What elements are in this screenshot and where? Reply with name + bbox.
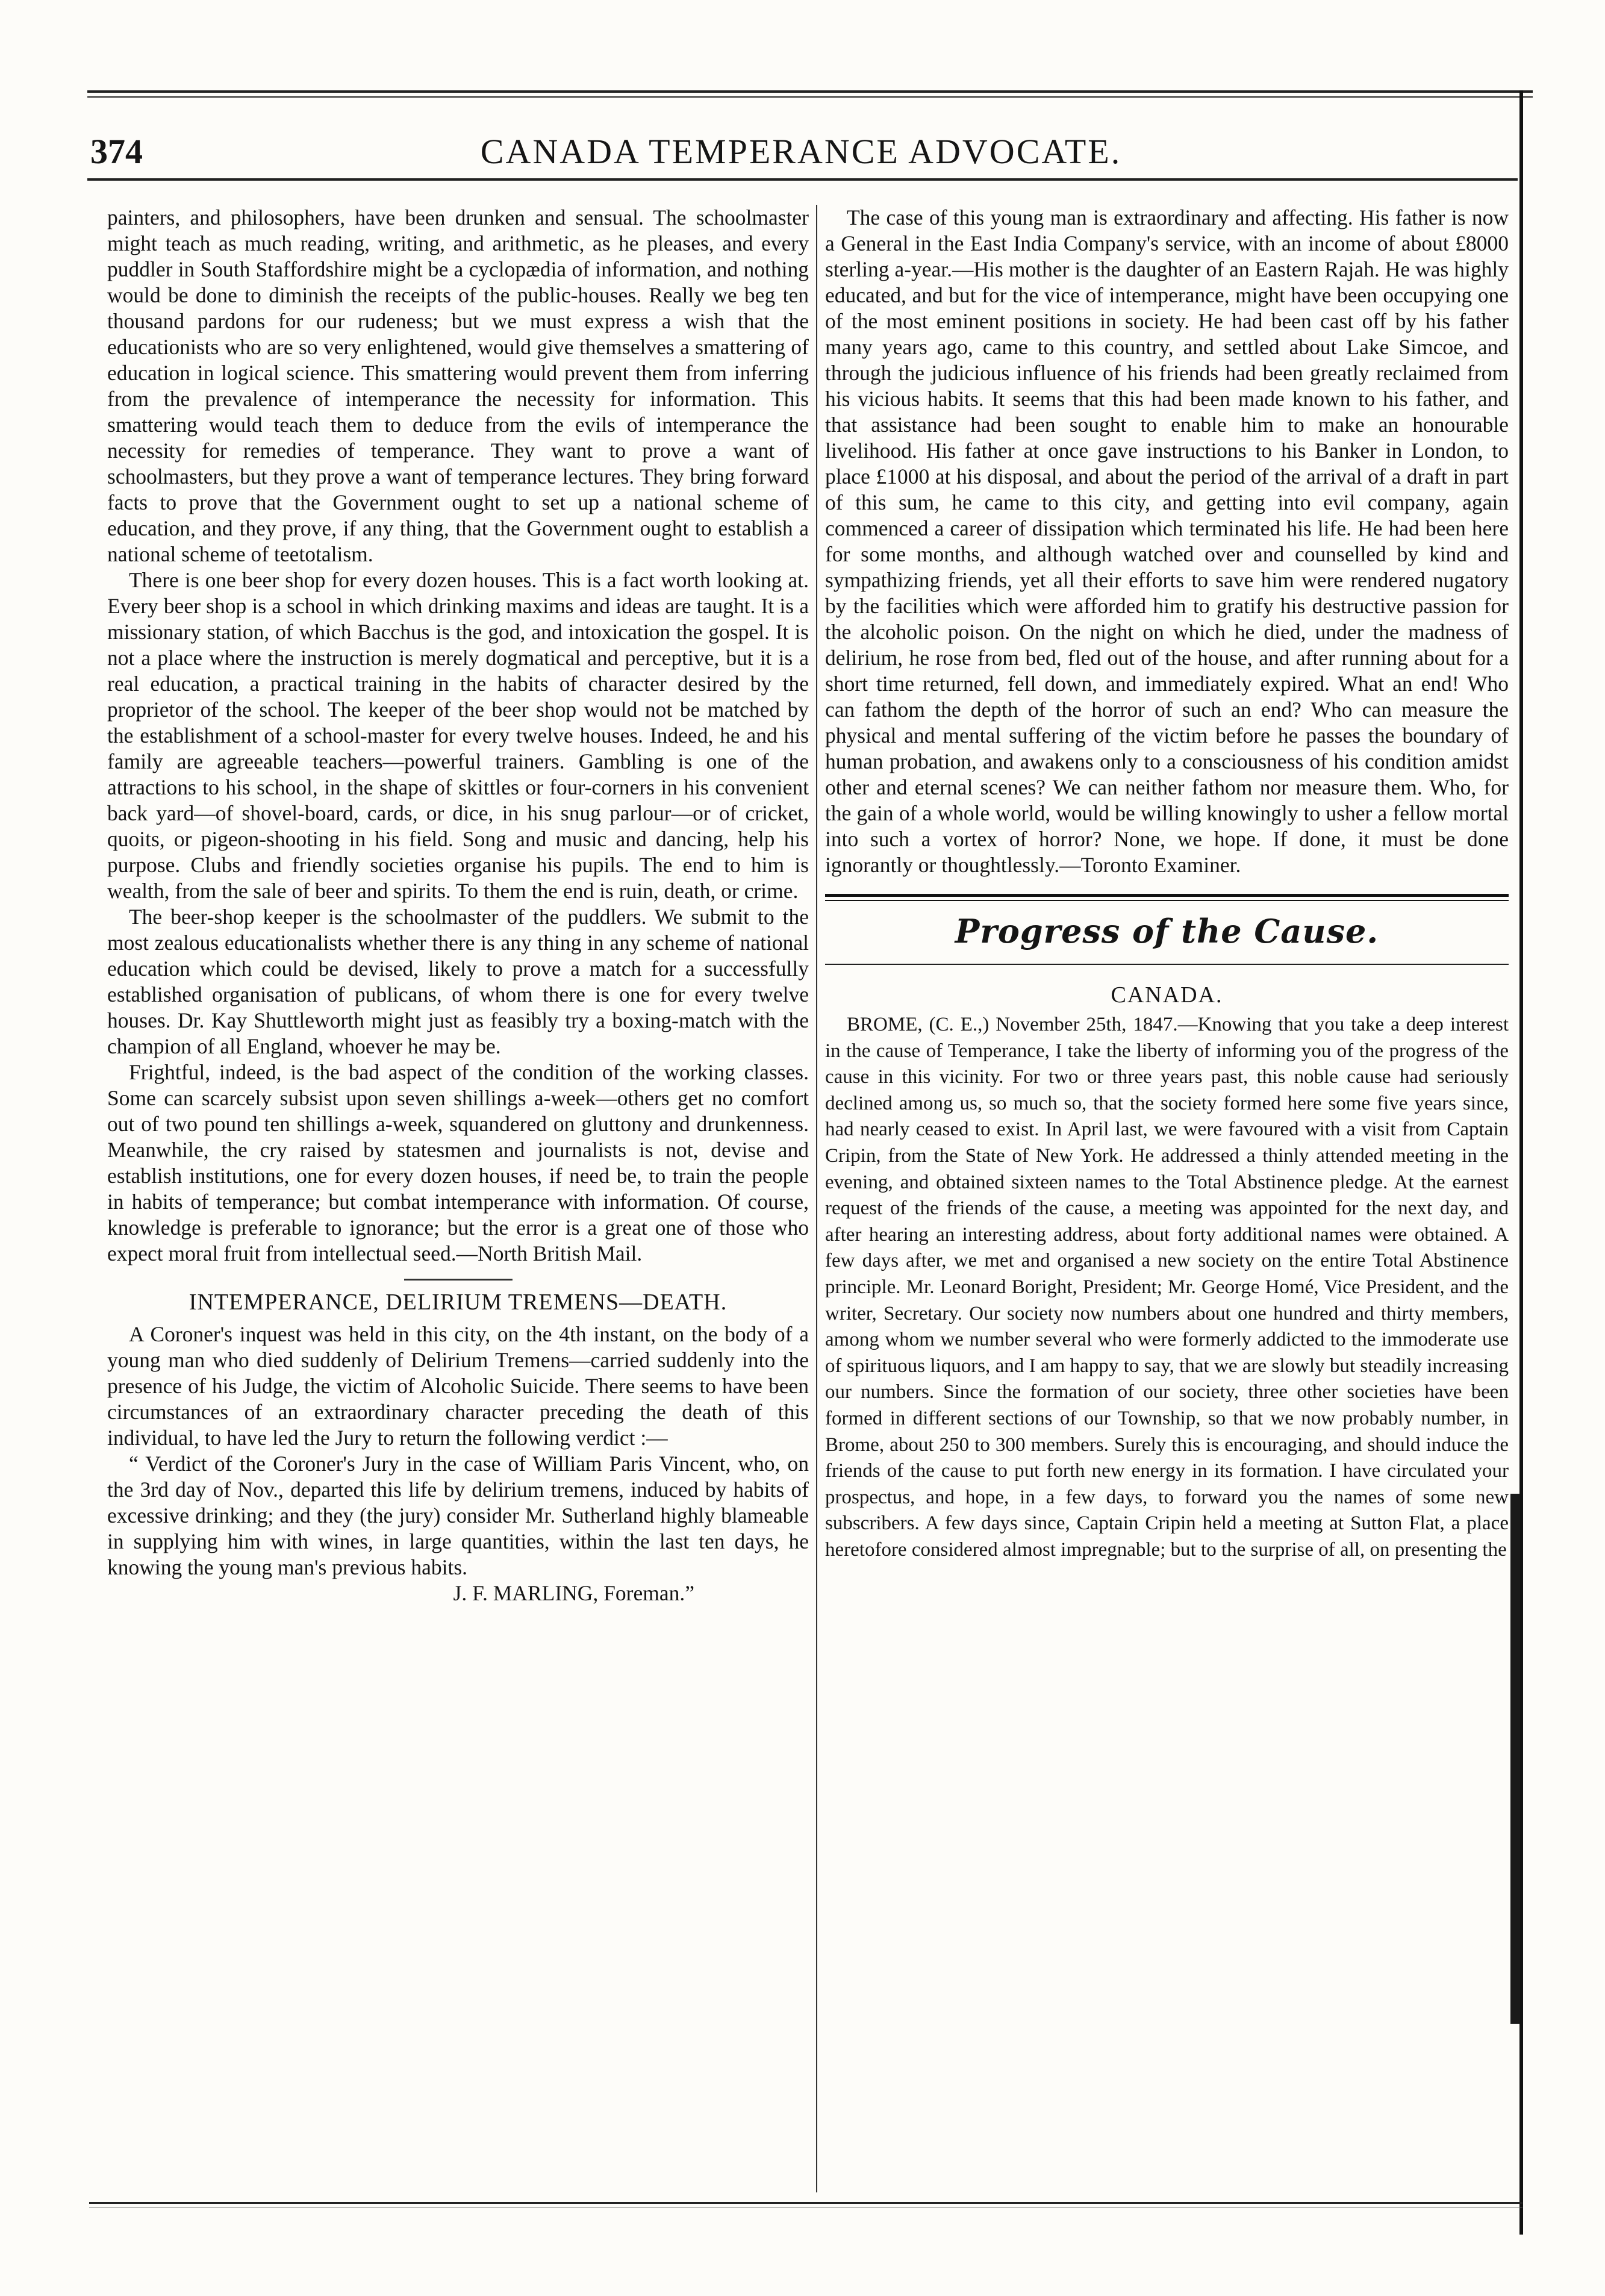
article-paragraph: painters, and philosophers, have been drunken and sensual. The schoolmaster might teach as much reading, writing, and arithmetic, as he pleases, and every puddler in South Staffordshire might be a cyclopædia of information, and nothing would be done to diminish the receipts of the public-houses. Really we beg ten thousand pardons for our rudeness; but we must express a wish that the educationists who are so very enlightened, would give themselves a smattering of education in logical science. This smattering would prevent them from inferring from the prevalence of intemperance the necessity for information. This smattering would teach them to deduce from the evils of intemperance the necessity for remedies of temperance. They want to prove a want of schoolmasters, but they prove a want of temperance lectures. They bring forward facts to prove that the Government ought to set up a national scheme of education, and they prove, if any thing, that the Government ought to establish a national scheme of teetotalism. bbox=[107, 205, 809, 566]
article-paragraph: A Coroner's inquest was held in this city, on the 4th instant, on the body of a young man who died suddenly of Delirium Tremens—carried suddenly into the presence of his Judge, the victim of Alcoholic Suicide. There seems to have been circumstances of an extraordinary character preceding the death of this individual, to have led the Jury to return the following verdict :— bbox=[107, 1322, 809, 1450]
page-number: 374 bbox=[90, 132, 143, 171]
section-double-rule bbox=[825, 894, 1509, 901]
left-column bbox=[107, 205, 809, 2192]
page-header bbox=[90, 131, 1512, 179]
right-edge-shadow bbox=[1510, 1494, 1520, 2024]
region-heading: CANADA. bbox=[1111, 982, 1223, 1008]
letter-text: BROME, (C. E.,) November 25th, 1847.—Knowing that you take a deep interest in the cause of Temperance, I take the liberty of informing you of the progress of the cause in this vicinity. For two or three years past, this noble cause had seriously declined among us, so much so, that the society formed here some five years since, had nearly ceased to exist. In April last, we were favoured with a visit from Captain Cripin, from the State of New York. He addressed a thinly attended meeting in the evening, and obtained sixteen names to the Total Abstinence pledge. At the earnest request of the friends of the cause, a meeting was appointed for the next day, and after hearing an interesting address, about forty additional names were obtained. A few days after, we met and organised a new society on the entire Total Abstinence principle. Mr. Leonard Boright, President; Mr. George Homé, Vice President, and the writer, Secretary. Our society now numbers about one hundred and thirty members, among whom we number several who were formerly addicted to the immoderate use of spirituous liquors, and I am happy to say, that we are slowly but steadily increasing our numbers. Since the formation of our society, three other societies have been formed in different sections of our Township, so that we now probably number, in Brome, about 250 to 300 members. Surely this is encouraging, and should induce the friends of the cause to put forth new energy in its formation. I have circulated your prospectus, and hope, in a few days, to forward you the names of some new subscribers. A few days since, Captain Cripin held a meeting at Sutton Flat, a place heretofore considered almost impregnable; but to the surprise of all, on presenting the bbox=[825, 1014, 1509, 1561]
top-border-rule-thin bbox=[87, 96, 1533, 98]
bottom-rule bbox=[89, 2202, 1522, 2204]
article-paragraph: The beer-shop keeper is the schoolmaster of the puddlers. We submit to the most zealous educationalists whether there is any thing in any scheme of national education which could be devised, likely to prove a match for a successfully established organisation of publicans, of whom there is one for every twelve houses. Dr. Kay Shuttleworth might just as feasibly try a boxing-match with the champion of all England, whoever he may be. bbox=[107, 905, 809, 1058]
header-rule bbox=[87, 178, 1518, 181]
running-title: CANADA TEMPERANCE ADVOCATE. bbox=[480, 132, 1122, 171]
top-border-rule bbox=[87, 90, 1533, 93]
article-title: INTEMPERANCE, DELIRIUM TREMENS—DEATH. bbox=[189, 1290, 728, 1315]
article-paragraph: Frightful, indeed, is the bad aspect of the condition of the working classes. Some can scarcely subsist upon seven shillings a-week—others get no comfort out of two pound ten shillings a-week, squandered on gluttony and drunkenness. Meanwhile, the cry raised by statesmen and journalists is not, devise and establish institutions, one for every dozen houses, if need be, to train the people in habits of temperance; but combat intemperance with information. Of course, knowledge is preferable to ignorance; but the error is a great one of those who expect moral fruit from intellectual seed.—North British Mail. bbox=[107, 1060, 809, 1265]
article-paragraph: There is one beer shop for every dozen houses. This is a fact worth looking at. Every beer shop is a school in which drinking maxims and ideas are taught. It is a missionary station, of which Bacchus is the god, and intoxication the gospel. It is not a place where the instruction is merely dogmatical and perceptive, but it is a real education, a practical training in the habits of character desired by the proprietor of the school. The keeper of the beer shop would not be matched by the establishment of a school-master for every twelve houses. Indeed, he and his family are agreeable teachers—powerful trainers. Gambling is one of the attractions to his school, in the shape of skittles or four-corners in his convenient back yard—of shovel-board, cards, or dice, in his snug parlour—or of cricket, quoits, or pigeon-shooting in his field. Song and music and dancing, help his purpose. Clubs and friendly societies organise his pupils. The end to him is wealth, from the sale of beer and spirits. To them the end is ruin, death, or crime. bbox=[107, 568, 809, 903]
section-heading: Progress of the Cause. bbox=[955, 912, 1379, 950]
verdict-quote: “ Verdict of the Coroner's Jury in the case of William Paris Vincent, who, on the 3rd day of Nov., departed this life by delirium tremens, induced by habits of excessive drinking; and they (the jury) consider Mr. Sutherland highly blameable in supplying him with wines, in large quantities, within the last ten days, he knowing the young man's previous habits. bbox=[107, 1452, 809, 1579]
column-divider bbox=[816, 205, 817, 2192]
section-rule bbox=[825, 964, 1509, 965]
article-paragraph: The case of this young man is extraordinary and affecting. His father is now a General in the East India Company's service, with an income of about £8000 sterling a-year.—His mother is the daughter of an Eastern Rajah. He was highly educated, and but for the vice of intemperance, might have been occupying one of the most eminent positions in society. He had been cast off by his father many years ago, came to this country, and settled about Lake Simcoe, and through the judicious influence of his friends had been greatly reclaimed from his vicious habits. It seems that this had been made known to his father, and that assistance had been sought to enable him to make an honourable livelihood. His father at once gave instructions to his Banker in London, to place £1000 at his disposal, and about the period of the arrival of a draft in part of this sum, he came to this city, and getting into evil company, again commenced a career of dissipation which terminated his life. He had been here for some months, and although watched over and counselled by kind and sympathizing friends, yet all their efforts to save him were rendered nugatory by the facilities which were afforded him to gratify his destructive passion for the alcoholic poison. On the night on which he died, under the madness of delirium, he rose from bed, fled out of the house, and after running about for a short time returned, fell down, and immediately expired. What an end! Who can fathom the depth of the horror of such an end? Who can measure the physical and mental suffering of the victim before he passes the boundary of human probation, and awakens only to a consciousness of his condition amidst other and eternal scenes? We can neither fathom nor measure them. Who, for the gain of a whole world, would be willing knowingly to usher a fellow mortal into such a vortex of horror? None, we hope. If done, it must be done ignorantly or thoughtlessly.—Toronto Examiner. bbox=[825, 205, 1509, 877]
right-column bbox=[825, 205, 1509, 2192]
section-separator bbox=[404, 1279, 513, 1281]
signature: J. F. MARLING, Foreman.” bbox=[453, 1581, 694, 1605]
